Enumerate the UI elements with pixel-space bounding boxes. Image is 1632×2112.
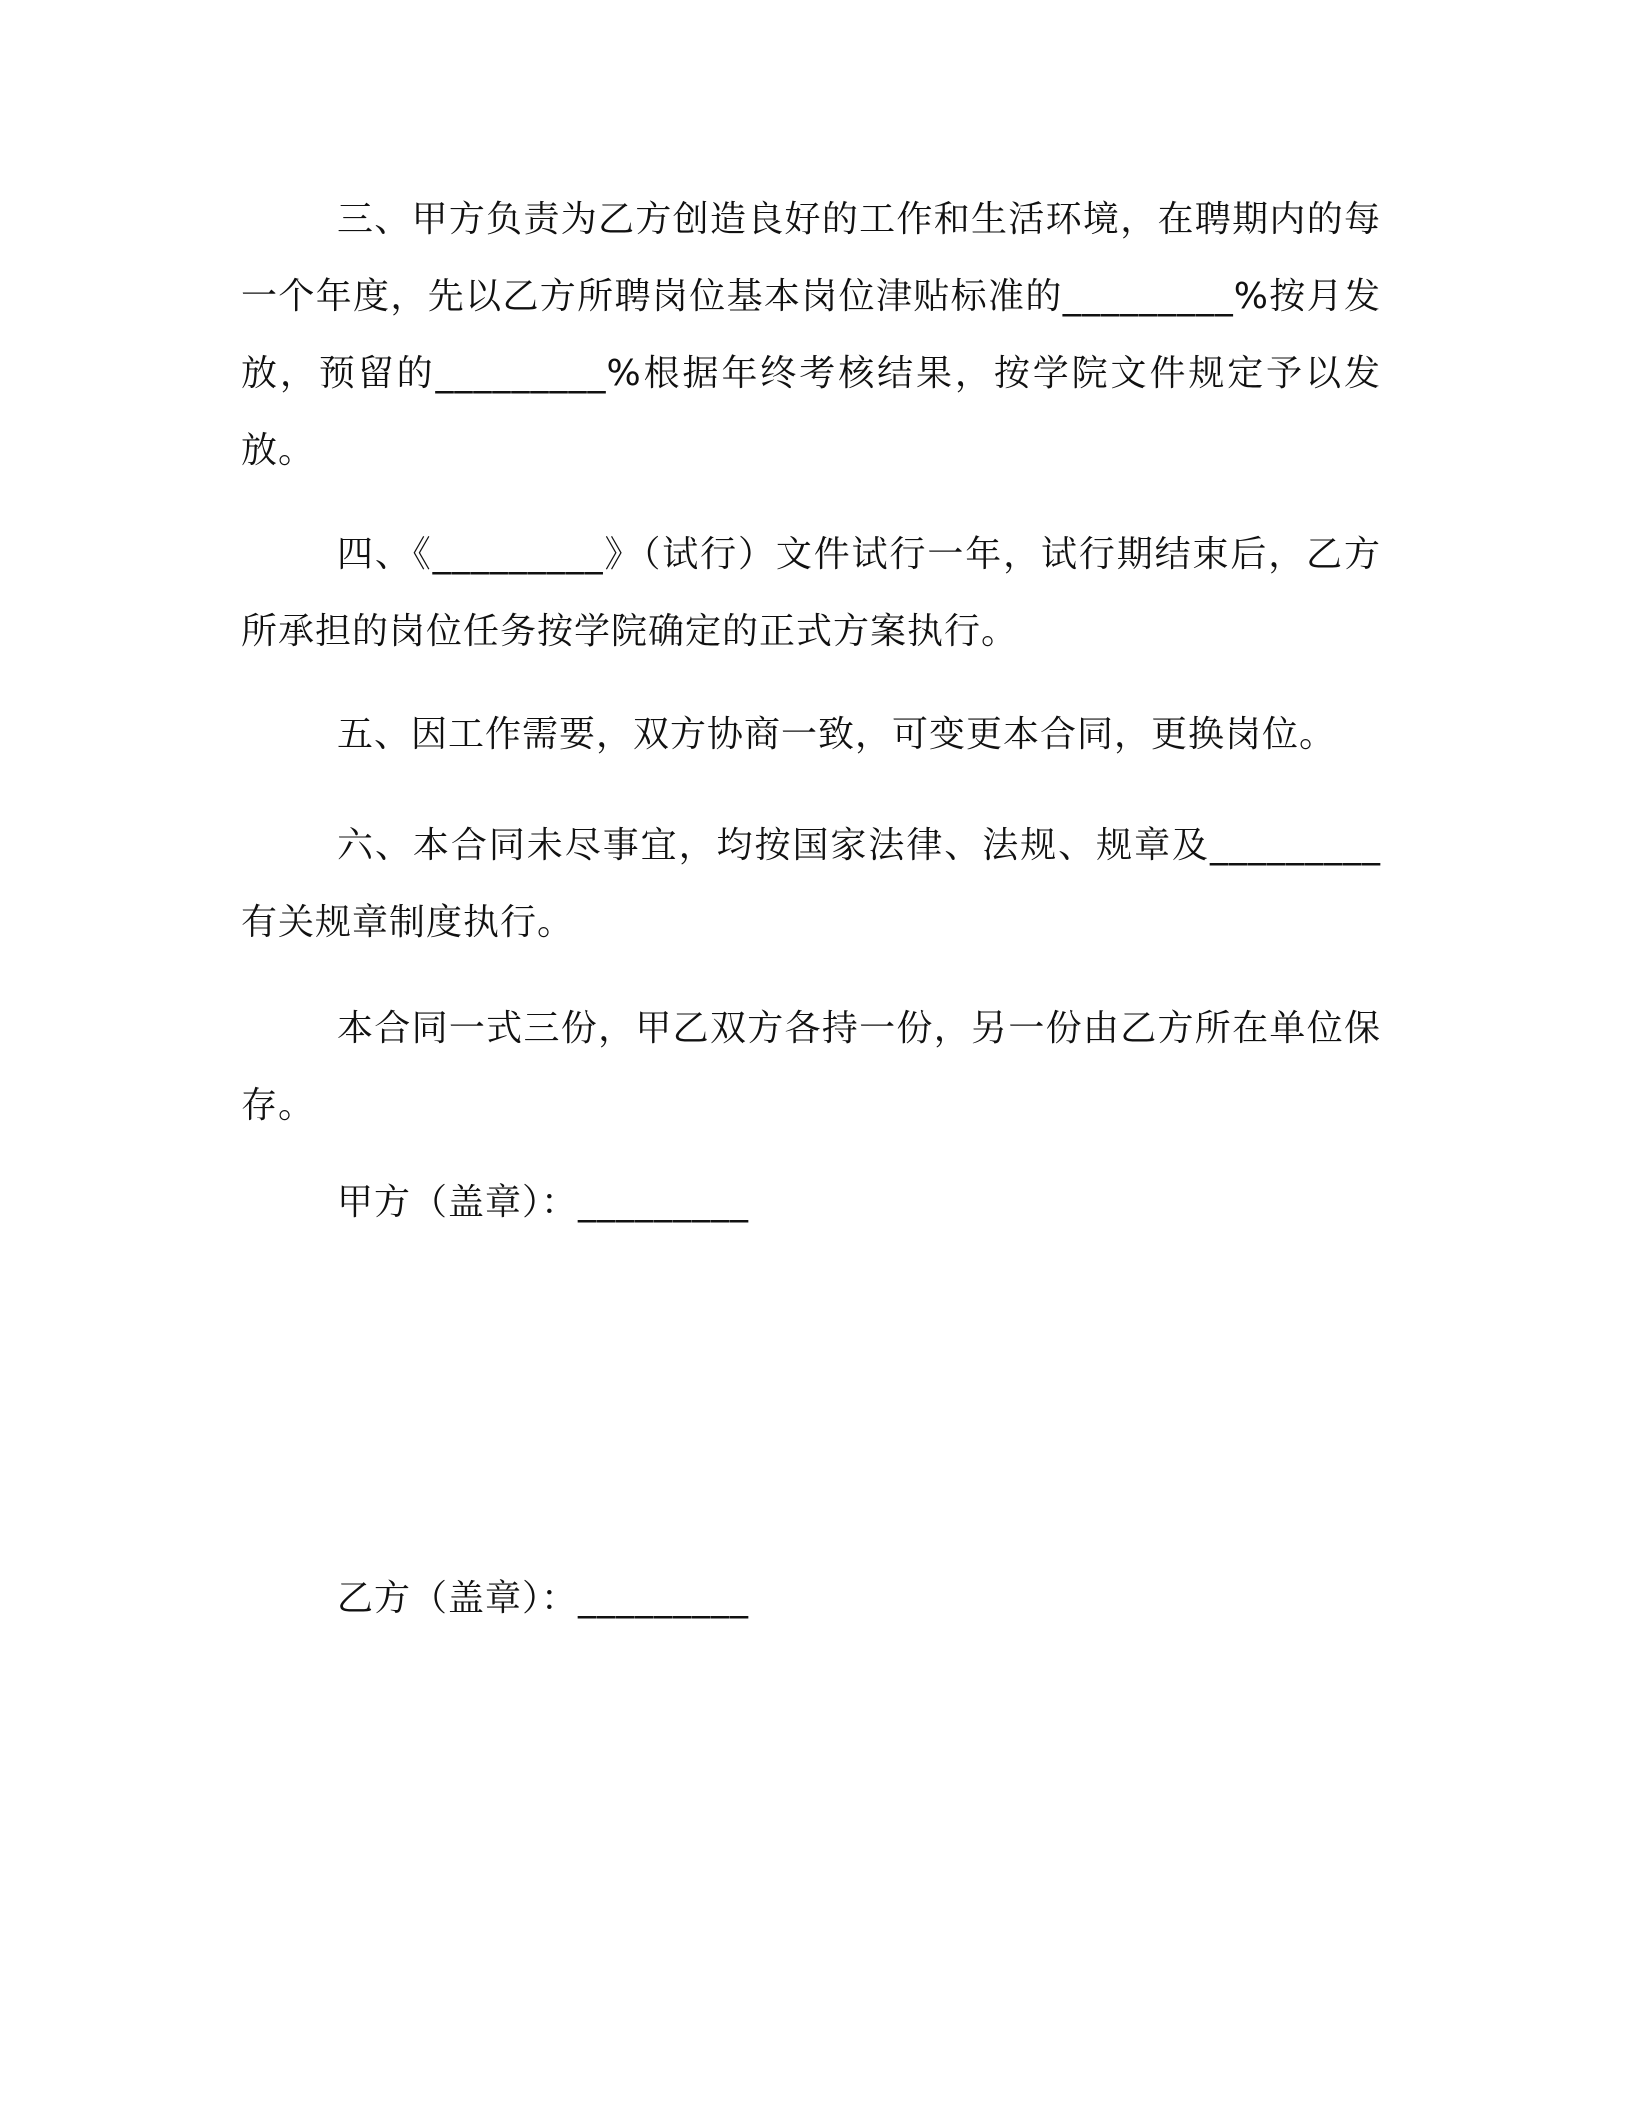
party-a-seal-line: 甲方（盖章）：_________ <box>337 1182 750 1223</box>
clause-4-paragraph: 四、《_________》（试行）文件试行一年，试行期结束后，乙方所承担的岗位任务按学院确定的正式方案执行。 <box>241 534 1381 652</box>
clause-5-paragraph: 五、因工作需要，双方协商一致，可变更本合同，更换岗位。 <box>337 714 1337 755</box>
party-b-seal-line: 乙方（盖章）：_________ <box>337 1578 750 1619</box>
copies-paragraph: 本合同一式三份，甲乙双方各持一份，另一份由乙方所在单位保存。 <box>241 1008 1381 1126</box>
clause-3-paragraph: 三、甲方负责为乙方创造良好的工作和生活环境，在聘期内的每一个年度，先以乙方所聘岗位基本岗位津贴标准的_________%按月发放，预留的_________%根据年终考核结果，按学院文件规定予以发放。 <box>241 199 1381 471</box>
clause-6-paragraph: 六、本合同未尽事宜，均按国家法律、法规、规章及_________有关规章制度执行。 <box>241 825 1381 943</box>
